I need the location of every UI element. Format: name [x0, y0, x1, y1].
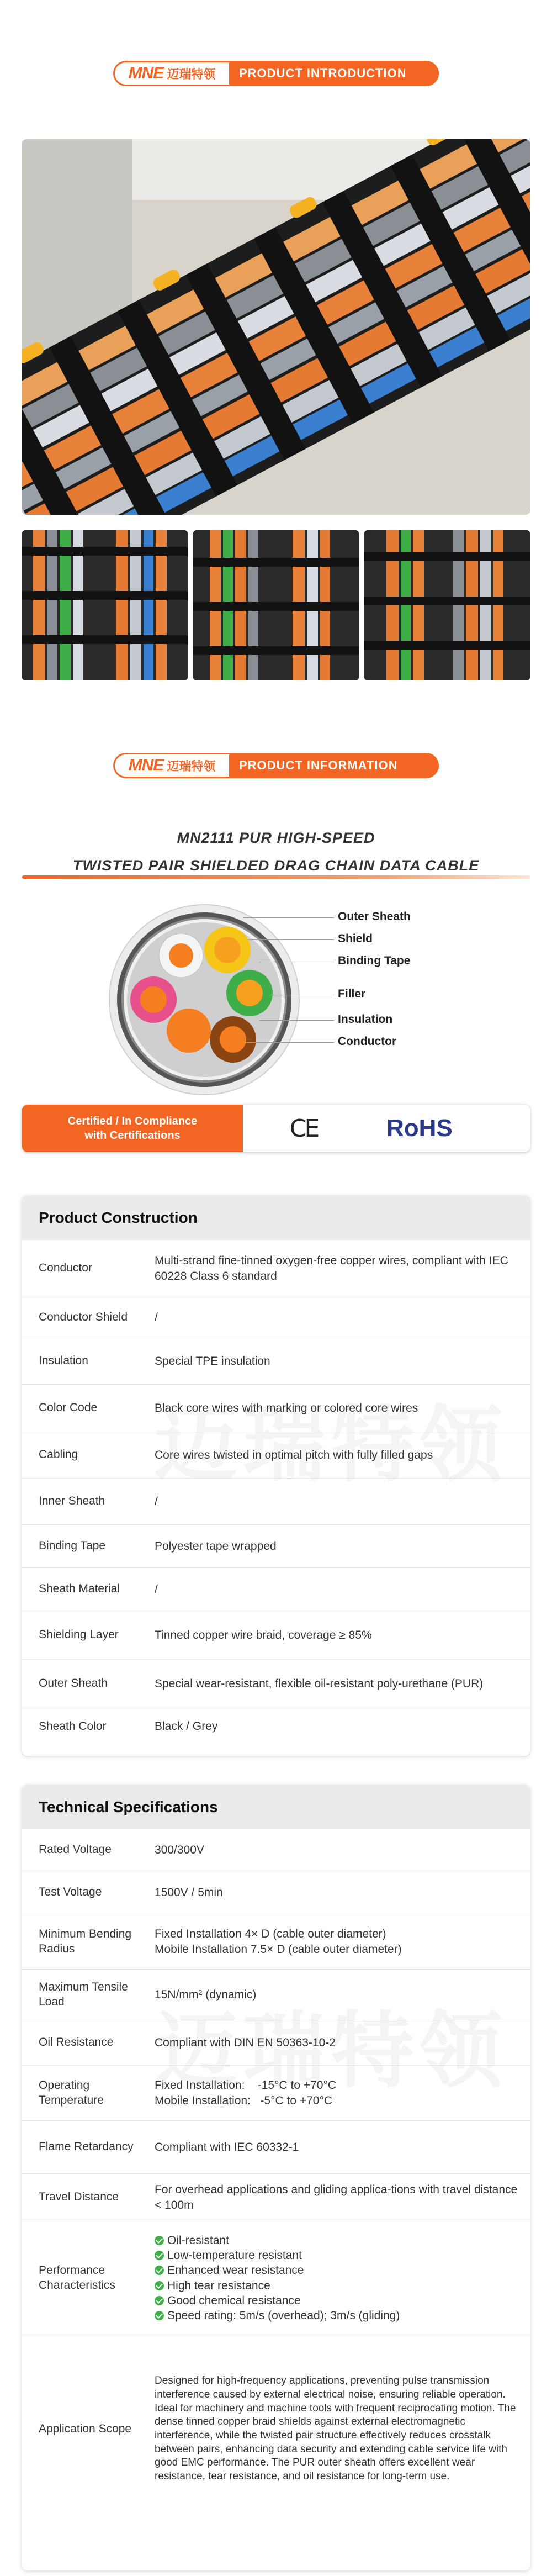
performance-item: Enhanced wear resistance [167, 2264, 304, 2277]
row-key: Test Voltage [39, 1886, 102, 1899]
table-row [22, 1525, 530, 1568]
row-key: Rated Voltage [39, 1843, 112, 1856]
list-item [155, 2248, 519, 2263]
check-icon [155, 2296, 164, 2305]
table-row [22, 1660, 530, 1708]
product-introduction-banner [113, 61, 439, 86]
row-key: Performance Characteristics [39, 2264, 115, 2292]
row-key: Sheath Color [39, 1719, 107, 1733]
table-row [22, 2174, 530, 2221]
thumbnail-1 [22, 530, 188, 680]
brand-logo [113, 753, 229, 778]
callout-filler: Filler [338, 988, 366, 1000]
table-row [22, 2335, 530, 2523]
callout-insulation: Insulation [338, 1013, 393, 1026]
product-information-banner [113, 753, 439, 778]
drag-chain-photo [22, 139, 530, 515]
row-value [155, 2078, 530, 2108]
check-icon [155, 2251, 164, 2260]
certification-label-line2: with Certifications [84, 1129, 181, 1142]
performance-item: Speed rating: 5m/s (overhead); 3m/s (gliding) [167, 2309, 400, 2322]
technical-heading: Technical Specifications [22, 1785, 530, 1829]
brand-logo-mark: MNE [128, 64, 164, 82]
table-row [22, 1297, 530, 1338]
callout-line [259, 1020, 334, 1021]
table-row [22, 1432, 530, 1479]
drag-chain-illustration [22, 139, 530, 515]
row-value: For overhead applications and gliding applica-tions with travel distance < 100m [155, 2183, 518, 2211]
row-value [155, 1926, 530, 1957]
table-row [22, 1385, 530, 1432]
construction-heading: Product Construction [22, 1196, 530, 1240]
callout-conductor: Conductor [338, 1035, 397, 1048]
brand-logo-cn: 迈瑞特领 [167, 759, 216, 773]
table-row [22, 2121, 530, 2174]
row-key: Color Code [39, 1401, 98, 1414]
table-row [22, 1479, 530, 1525]
temperature-mobile: Mobile Installation: -5°C to +70°C [155, 2094, 333, 2107]
check-icon [155, 2281, 164, 2290]
check-icon [155, 2236, 164, 2245]
performance-item: Oil-resistant [167, 2234, 230, 2247]
table-row [22, 1708, 530, 1745]
core-orange-1 [167, 1009, 211, 1053]
row-key: Conductor Shield [39, 1311, 128, 1324]
brand-logo-cn: 迈瑞特领 [167, 67, 216, 81]
thumbnail-illustration [364, 530, 530, 680]
callout-line [243, 917, 334, 918]
list-item [155, 2293, 519, 2308]
row-value: 300/300V [155, 1843, 204, 1856]
product-construction-table [22, 1196, 530, 1756]
row-value: / [155, 1582, 158, 1596]
certification-box [22, 1105, 530, 1152]
title-underline [22, 875, 530, 879]
row-value: Special wear-resistant, flexible oil-resistant poly-urethane (PUR) [155, 1677, 484, 1690]
list-item [155, 2308, 519, 2323]
table-row [22, 2221, 530, 2335]
performance-item: Good chemical resistance [167, 2294, 301, 2307]
row-value: / [155, 1495, 158, 1508]
banner-label: PRODUCT INTRODUCTION [229, 61, 439, 86]
row-key: Inner Sheath [39, 1495, 105, 1508]
check-icon [155, 2311, 164, 2320]
row-value: Compliant with DIN EN 50363-10-2 [155, 2036, 336, 2049]
row-key: Shielding Layer [39, 1628, 119, 1641]
callout-outer-sheath: Outer Sheath [338, 910, 411, 923]
row-value: Core wires twisted in optimal pitch with fully filled gaps [155, 1448, 433, 1461]
thumbnail-3 [364, 530, 530, 680]
thumbnail-illustration [22, 530, 188, 680]
performance-item: High tear resistance [167, 2279, 270, 2292]
table-row [22, 1970, 530, 2020]
row-key: Sheath Material [39, 1582, 120, 1596]
table-row [22, 1240, 530, 1297]
row-key: Binding Tape [39, 1539, 106, 1553]
row-value: Tinned copper wire braid, coverage ≥ 85% [155, 1628, 372, 1641]
table-row [22, 1871, 530, 1914]
row-value: 1500V / 5min [155, 1886, 223, 1899]
performance-item: Low-temperature resistant [167, 2248, 302, 2262]
list-item [155, 2263, 519, 2278]
row-value: Special TPE insulation [155, 1354, 270, 1368]
row-key: Oil Resistance [39, 2036, 114, 2049]
thumbnail-2 [193, 530, 359, 680]
rohs-mark: RoHS [386, 1115, 453, 1142]
row-value: / [155, 1311, 158, 1324]
table-row [22, 1829, 530, 1871]
cable-cross-section [105, 900, 304, 1099]
row-key: Cabling [39, 1448, 78, 1461]
row-value: Designed for high-frequency applications, preventing pulse transmission interference caused by external electrical noise, ensuring reliable operation. Ideal for machinery and machine tools with frequent reciprocating motion. The dense tinned copper braid shields against external electromagnetic interference, while the twisted pair structure effectively reduces crosstalk between pairs, enhancing data security and extending cable service life with good EMC performance. The PUR outer sheath offers excellent wear resistance, tear resistance, and oil resistance for long-term use. [155, 2375, 516, 2483]
row-key: Outer Sheath [39, 1677, 108, 1690]
row-key: Travel Distance [39, 2190, 119, 2204]
list-item [155, 2278, 519, 2293]
row-value: Black / Grey [155, 1720, 218, 1733]
row-value: 15N/mm² (dynamic) [155, 1988, 257, 2001]
check-icon [155, 2266, 164, 2275]
product-title-line2: TWISTED PAIR SHIELDED DRAG CHAIN DATA CABLE [72, 857, 480, 874]
row-key: Application Scope [39, 2422, 132, 2435]
table-row [22, 1338, 530, 1385]
row-key: Operating Temperature [39, 2079, 104, 2107]
bending-mobile: Mobile Installation 7.5× D (cable outer diameter) [155, 1942, 402, 1956]
row-value: Black core wires with marking or colored core wires [155, 1401, 418, 1414]
table-row [22, 2020, 530, 2066]
row-key: Insulation [39, 1354, 88, 1368]
callout-shield: Shield [338, 932, 373, 945]
row-key: Maximum Tensile Load [39, 1981, 128, 2008]
row-value: Polyester tape wrapped [155, 1539, 277, 1553]
ce-mark: CE [289, 1114, 318, 1143]
row-key: Flame Retardancy [39, 2140, 134, 2153]
bending-fixed: Fixed Installation 4× D (cable outer diameter) [155, 1928, 386, 1941]
certification-label-line1: Certified / In Compliance [67, 1115, 198, 1127]
table-row [22, 2066, 530, 2121]
row-value: Multi-strand fine-tinned oxygen-free copper wires, compliant with IEC 60228 Class 6 standard [155, 1254, 508, 1282]
table-row [22, 1914, 530, 1970]
technical-specifications-table [22, 1785, 530, 2570]
row-key: Conductor [39, 1261, 92, 1275]
callout-line [248, 939, 334, 940]
callout-line [243, 1042, 334, 1043]
row-key: Minimum Bending Radius [39, 1928, 132, 1955]
thumbnail-illustration [193, 530, 359, 680]
performance-list [155, 2233, 530, 2324]
temperature-fixed: Fixed Installation: -15°C to +70°C [155, 2079, 337, 2092]
banner-label: PRODUCT INFORMATION [229, 753, 439, 778]
brand-logo-mark: MNE [128, 756, 164, 774]
list-item [155, 2233, 519, 2248]
certification-label [22, 1105, 243, 1152]
product-title-line1: MN2111 PUR HIGH-SPEED [177, 830, 375, 846]
brand-logo [113, 61, 229, 86]
table-row [22, 1611, 530, 1660]
table-row [22, 1568, 530, 1611]
callout-binding-tape: Binding Tape [338, 954, 411, 967]
row-value: Compliant with IEC 60332-1 [155, 2140, 299, 2153]
